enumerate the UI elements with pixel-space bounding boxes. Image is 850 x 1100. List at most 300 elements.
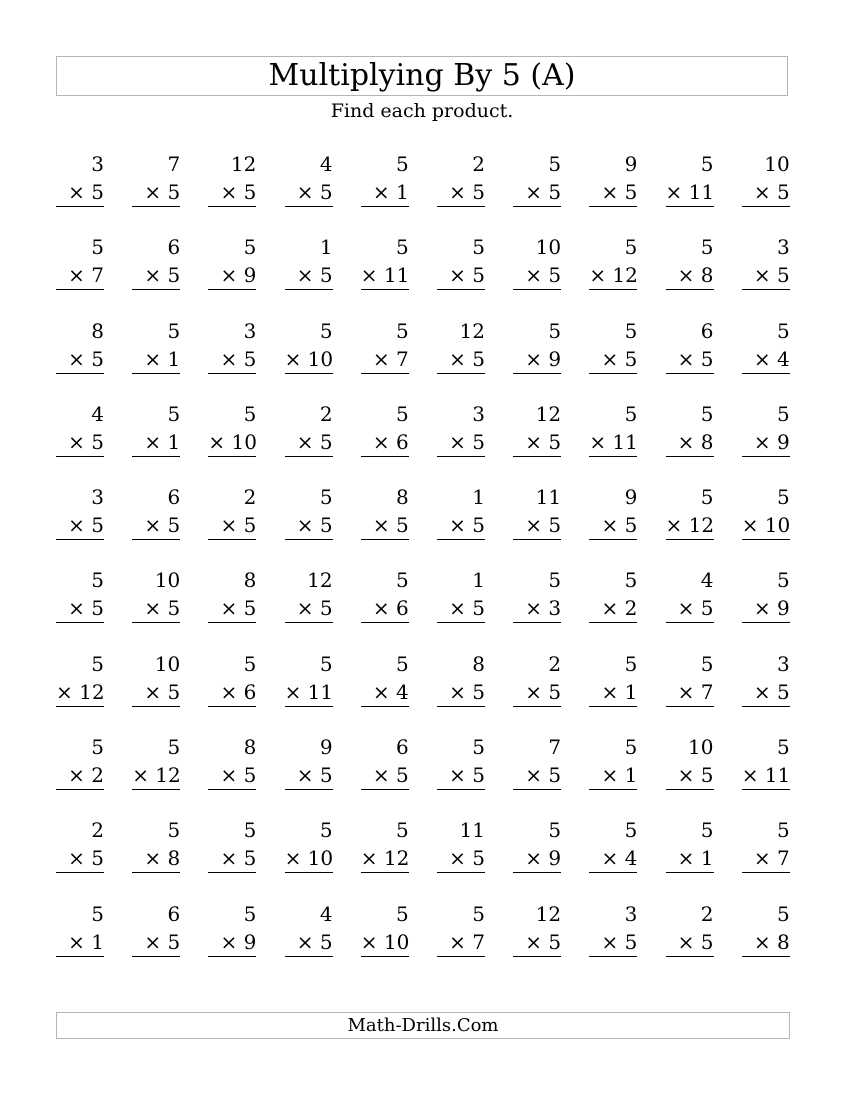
multiplier-line: × 10 — [285, 844, 333, 873]
multiplier-line: × 12 — [589, 261, 637, 290]
multiplier-line: × 12 — [132, 761, 180, 790]
multiplicand: 5 — [776, 901, 790, 926]
problem-item — [208, 150, 256, 233]
problem-item — [132, 483, 180, 566]
problem-item — [437, 233, 485, 316]
multiplicand: 3 — [472, 401, 485, 426]
multiplier-line: × 5 — [513, 261, 561, 290]
multiplier-line: × 5 — [208, 511, 256, 540]
multiplicand: 8 — [472, 651, 485, 676]
multiplicand: 5 — [396, 568, 409, 593]
multiplier-line: × 1 — [666, 844, 714, 873]
multiplier-line: × 10 — [742, 511, 790, 540]
multiplier-line: × 5 — [285, 428, 333, 457]
multiplier-line: × 11 — [285, 678, 333, 707]
multiplier-line: × 7 — [437, 928, 485, 957]
multiplier-line: × 8 — [742, 928, 790, 957]
multiplier-line: × 5 — [437, 844, 485, 873]
problem-item — [513, 233, 561, 316]
problem-item — [437, 400, 485, 483]
multiplier-line: × 1 — [589, 761, 637, 790]
multiplicand: 11 — [459, 818, 485, 843]
multiplicand: 3 — [624, 901, 638, 926]
multiplicand: 5 — [91, 568, 104, 593]
problem-item — [666, 233, 714, 316]
multiplicand: 9 — [624, 485, 638, 510]
multiplier-line: × 12 — [361, 844, 409, 873]
problem-item — [208, 650, 256, 733]
multiplicand: 10 — [535, 235, 562, 260]
multiplier-line: × 5 — [437, 761, 485, 790]
problem-item — [589, 400, 637, 483]
problem-item — [513, 566, 561, 649]
problem-item — [666, 400, 714, 483]
instructions: Find each product. — [330, 100, 514, 122]
multiplier-line: × 5 — [285, 178, 333, 207]
multiplicand: 5 — [319, 318, 333, 343]
problem-item — [285, 900, 333, 983]
multiplicand: 5 — [243, 235, 257, 260]
multiplier-line: × 7 — [742, 844, 790, 873]
multiplicand: 5 — [396, 235, 409, 260]
multiplier-line: × 5 — [56, 594, 104, 623]
multiplier-line: × 11 — [742, 761, 790, 790]
multiplicand: 6 — [396, 735, 409, 760]
problem-item — [56, 900, 104, 983]
multiplier-line: × 10 — [285, 345, 333, 374]
multiplier-line: × 2 — [589, 594, 637, 623]
multiplier-line: × 1 — [361, 178, 409, 207]
problem-item — [285, 150, 333, 233]
multiplicand: 12 — [535, 401, 562, 426]
problem-item — [742, 233, 790, 316]
problem-item — [666, 317, 714, 400]
problem-item — [56, 816, 104, 899]
multiplicand: 5 — [396, 152, 409, 176]
multiplicand: 8 — [91, 318, 104, 343]
multiplier-line: × 5 — [589, 511, 637, 540]
multiplicand: 1 — [472, 568, 485, 593]
multiplier-line: × 5 — [666, 594, 714, 623]
problem-item — [361, 816, 409, 899]
problem-item — [208, 566, 256, 649]
multiplicand: 10 — [154, 651, 181, 676]
multiplier-line: × 4 — [742, 345, 790, 374]
multiplicand: 5 — [167, 318, 181, 343]
multiplicand: 5 — [776, 818, 790, 843]
multiplier-line: × 5 — [666, 928, 714, 957]
multiplier-line: × 7 — [361, 345, 409, 374]
multiplier-line: × 5 — [56, 844, 104, 873]
problem-item — [437, 650, 485, 733]
problem-item — [208, 233, 256, 316]
multiplier-line: × 11 — [361, 261, 409, 290]
problem-item — [132, 317, 180, 400]
multiplier-line: × 5 — [208, 594, 256, 623]
problem-item — [56, 317, 104, 400]
multiplicand: 2 — [700, 901, 714, 926]
multiplicand: 8 — [243, 568, 257, 593]
multiplier-line: × 5 — [285, 511, 333, 540]
multiplicand: 5 — [319, 485, 333, 510]
multiplicand: 5 — [319, 651, 333, 676]
multiplicand: 5 — [624, 735, 638, 760]
multiplier-line: × 9 — [513, 345, 561, 374]
multiplier-line: × 5 — [589, 345, 637, 374]
multiplier-line: × 5 — [132, 928, 180, 957]
multiplicand: 5 — [548, 152, 562, 176]
multiplicand: 5 — [167, 401, 181, 426]
multiplier-line: × 9 — [742, 428, 790, 457]
multiplier-line: × 5 — [285, 928, 333, 957]
multiplier-line: × 5 — [742, 261, 790, 290]
problem-item — [208, 317, 256, 400]
title-box — [56, 56, 788, 96]
problem-item — [208, 400, 256, 483]
multiplicand: 5 — [776, 318, 790, 343]
problem-grid — [56, 150, 790, 983]
multiplicand: 10 — [154, 568, 181, 593]
multiplier-line: × 7 — [56, 261, 104, 290]
multiplicand: 2 — [472, 152, 485, 176]
multiplicand: 5 — [700, 401, 714, 426]
multiplicand: 5 — [396, 818, 409, 843]
multiplicand: 12 — [230, 152, 257, 176]
multiplier-line: × 12 — [56, 678, 104, 707]
problem-item — [742, 816, 790, 899]
problem-item — [666, 150, 714, 233]
multiplier-line: × 8 — [666, 428, 714, 457]
multiplicand: 7 — [548, 735, 562, 760]
multiplier-line: × 9 — [513, 844, 561, 873]
problem-item — [589, 317, 637, 400]
multiplicand: 5 — [472, 735, 485, 760]
problem-item — [361, 650, 409, 733]
problem-item — [361, 317, 409, 400]
multiplier-line: × 5 — [208, 761, 256, 790]
multiplicand: 5 — [472, 901, 485, 926]
multiplicand: 8 — [243, 735, 257, 760]
multiplier-line: × 5 — [285, 594, 333, 623]
multiplicand: 5 — [776, 485, 790, 510]
problem-item — [437, 816, 485, 899]
multiplicand: 1 — [472, 485, 485, 510]
multiplier-line: × 5 — [437, 594, 485, 623]
multiplicand: 5 — [776, 568, 790, 593]
problem-item — [132, 400, 180, 483]
problem-item — [437, 483, 485, 566]
problem-item — [56, 400, 104, 483]
multiplicand: 2 — [548, 651, 562, 676]
problem-item — [361, 233, 409, 316]
problem-item — [666, 900, 714, 983]
problem-item — [666, 650, 714, 733]
multiplier-line: × 5 — [285, 761, 333, 790]
problem-item — [742, 317, 790, 400]
problem-item — [285, 233, 333, 316]
multiplier-line: × 5 — [437, 678, 485, 707]
multiplicand: 5 — [548, 568, 562, 593]
multiplier-line: × 5 — [666, 345, 714, 374]
multiplier-line: × 7 — [666, 678, 714, 707]
multiplicand: 4 — [319, 152, 333, 176]
multiplier-line: × 5 — [361, 761, 409, 790]
multiplicand: 1 — [319, 235, 333, 260]
problem-item — [589, 483, 637, 566]
multiplier-line: × 1 — [56, 928, 104, 957]
problem-item — [132, 566, 180, 649]
problem-item — [742, 566, 790, 649]
multiplier-line: × 5 — [132, 594, 180, 623]
multiplicand: 5 — [91, 651, 104, 676]
multiplicand: 3 — [776, 235, 790, 260]
problem-item — [589, 150, 637, 233]
problem-item — [742, 650, 790, 733]
multiplier-line: × 5 — [513, 178, 561, 207]
multiplier-line: × 5 — [208, 844, 256, 873]
problem-item — [437, 900, 485, 983]
multiplicand: 5 — [243, 651, 257, 676]
multiplier-line: × 8 — [666, 261, 714, 290]
multiplicand: 12 — [535, 901, 562, 926]
multiplier-line: × 4 — [589, 844, 637, 873]
multiplicand: 2 — [91, 818, 104, 843]
multiplicand: 5 — [396, 401, 409, 426]
page-title: Multiplying By 5 (A) — [268, 58, 576, 93]
multiplicand: 6 — [167, 485, 181, 510]
problem-item — [361, 733, 409, 816]
multiplier-line: × 5 — [437, 511, 485, 540]
multiplier-line: × 6 — [361, 594, 409, 623]
multiplier-line: × 5 — [666, 761, 714, 790]
problem-item — [208, 900, 256, 983]
problem-item — [56, 650, 104, 733]
multiplier-line: × 3 — [513, 594, 561, 623]
multiplier-line: × 9 — [742, 594, 790, 623]
multiplier-line: × 5 — [513, 428, 561, 457]
problem-item — [513, 733, 561, 816]
multiplier-line: × 5 — [513, 928, 561, 957]
problem-item — [56, 483, 104, 566]
problem-item — [513, 650, 561, 733]
multiplicand: 12 — [307, 568, 333, 593]
multiplier-line: × 10 — [208, 428, 256, 457]
multiplicand: 5 — [167, 735, 181, 760]
multiplicand: 5 — [396, 901, 409, 926]
multiplicand: 5 — [700, 818, 714, 843]
multiplier-line: × 5 — [132, 511, 180, 540]
problem-item — [589, 816, 637, 899]
multiplicand: 5 — [472, 235, 485, 260]
multiplier-line: × 5 — [437, 345, 485, 374]
problem-item — [132, 900, 180, 983]
problem-item — [208, 816, 256, 899]
multiplicand: 5 — [396, 651, 409, 676]
multiplier-line: × 2 — [56, 761, 104, 790]
problem-item — [361, 400, 409, 483]
problem-item — [437, 566, 485, 649]
multiplicand: 5 — [700, 235, 714, 260]
problem-item — [56, 733, 104, 816]
multiplier-line: × 5 — [742, 178, 790, 207]
multiplicand: 8 — [396, 485, 409, 510]
multiplicand: 5 — [548, 818, 562, 843]
problem-item — [56, 233, 104, 316]
multiplier-line: × 5 — [132, 178, 180, 207]
problem-item — [285, 483, 333, 566]
multiplicand: 12 — [459, 318, 485, 343]
multiplier-line: × 5 — [56, 428, 104, 457]
problem-item — [513, 816, 561, 899]
multiplicand: 3 — [776, 651, 790, 676]
multiplicand: 5 — [776, 735, 790, 760]
multiplicand: 6 — [167, 235, 181, 260]
multiplicand: 2 — [243, 485, 257, 510]
problem-item — [361, 483, 409, 566]
problem-item — [513, 483, 561, 566]
problem-item — [132, 733, 180, 816]
problem-item — [437, 733, 485, 816]
multiplier-line: × 5 — [513, 678, 561, 707]
multiplicand: 5 — [624, 651, 638, 676]
problem-item — [666, 816, 714, 899]
multiplier-line: × 10 — [361, 928, 409, 957]
multiplier-line: × 5 — [437, 178, 485, 207]
multiplier-line: × 5 — [437, 261, 485, 290]
multiplier-line: × 5 — [742, 678, 790, 707]
problem-item — [742, 150, 790, 233]
multiplier-line: × 6 — [361, 428, 409, 457]
multiplier-line: × 4 — [361, 678, 409, 707]
problem-item — [285, 733, 333, 816]
problem-item — [361, 566, 409, 649]
multiplicand: 5 — [243, 901, 257, 926]
multiplicand: 4 — [700, 568, 714, 593]
problem-item — [361, 150, 409, 233]
problem-item — [742, 900, 790, 983]
multiplicand: 10 — [688, 735, 714, 760]
problem-item — [589, 733, 637, 816]
problem-item — [208, 733, 256, 816]
multiplicand: 5 — [91, 735, 104, 760]
footer-box — [56, 1012, 790, 1039]
multiplier-line: × 5 — [589, 928, 637, 957]
multiplier-line: × 9 — [208, 261, 256, 290]
multiplicand: 5 — [243, 401, 257, 426]
multiplicand: 5 — [548, 318, 562, 343]
problem-item — [285, 650, 333, 733]
problem-item — [132, 816, 180, 899]
problem-item — [56, 150, 104, 233]
multiplicand: 9 — [624, 152, 638, 176]
problem-item — [742, 733, 790, 816]
multiplier-line: × 5 — [437, 428, 485, 457]
multiplicand: 4 — [319, 901, 333, 926]
problem-item — [513, 900, 561, 983]
multiplicand: 9 — [319, 735, 333, 760]
multiplicand: 5 — [624, 568, 638, 593]
multiplicand: 5 — [319, 818, 333, 843]
multiplicand: 5 — [167, 818, 181, 843]
multiplier-line: × 6 — [208, 678, 256, 707]
multiplier-line: × 5 — [56, 345, 104, 374]
multiplicand: 3 — [91, 485, 104, 510]
multiplier-line: × 5 — [513, 761, 561, 790]
multiplier-line: × 5 — [56, 511, 104, 540]
problem-item — [589, 900, 637, 983]
multiplier-line: × 11 — [589, 428, 637, 457]
multiplier-line: × 5 — [589, 178, 637, 207]
problem-item — [666, 566, 714, 649]
multiplier-line: × 5 — [361, 511, 409, 540]
multiplier-line: × 5 — [132, 678, 180, 707]
problem-item — [513, 400, 561, 483]
problem-item — [132, 650, 180, 733]
multiplicand: 5 — [91, 235, 104, 260]
multiplier-line: × 5 — [208, 178, 256, 207]
problem-item — [742, 400, 790, 483]
problem-item — [285, 400, 333, 483]
multiplicand: 5 — [776, 401, 790, 426]
problem-item — [132, 233, 180, 316]
multiplier-line: × 5 — [208, 345, 256, 374]
multiplicand: 2 — [319, 401, 333, 426]
multiplier-line: × 9 — [208, 928, 256, 957]
problem-item — [208, 483, 256, 566]
multiplicand: 4 — [91, 401, 104, 426]
multiplier-line: × 5 — [513, 511, 561, 540]
problem-item — [437, 150, 485, 233]
problem-item — [56, 566, 104, 649]
multiplier-line: × 5 — [56, 178, 104, 207]
problem-item — [285, 816, 333, 899]
multiplicand: 7 — [167, 152, 181, 176]
multiplicand: 10 — [764, 152, 790, 176]
multiplicand: 5 — [396, 318, 409, 343]
problem-item — [589, 566, 637, 649]
footer-credit: Math-Drills.Com — [347, 1015, 499, 1036]
multiplicand: 11 — [535, 485, 562, 510]
multiplier-line: × 5 — [132, 261, 180, 290]
problem-item — [589, 650, 637, 733]
multiplicand: 5 — [624, 401, 638, 426]
problem-item — [132, 150, 180, 233]
multiplier-line: × 1 — [132, 428, 180, 457]
multiplicand: 5 — [700, 152, 714, 176]
multiplicand: 5 — [700, 485, 714, 510]
multiplier-line: × 5 — [285, 261, 333, 290]
multiplicand: 3 — [243, 318, 257, 343]
problem-item — [742, 483, 790, 566]
problem-item — [437, 317, 485, 400]
problem-item — [285, 317, 333, 400]
multiplicand: 5 — [624, 235, 638, 260]
multiplicand: 5 — [243, 818, 257, 843]
problem-item — [589, 233, 637, 316]
problem-item — [513, 317, 561, 400]
problem-item — [285, 566, 333, 649]
problem-item — [666, 483, 714, 566]
multiplicand: 3 — [91, 152, 104, 176]
multiplier-line: × 1 — [589, 678, 637, 707]
problem-item — [361, 900, 409, 983]
multiplicand: 5 — [624, 818, 638, 843]
multiplicand: 5 — [624, 318, 638, 343]
problem-item — [513, 150, 561, 233]
multiplier-line: × 1 — [132, 345, 180, 374]
problem-item — [666, 733, 714, 816]
multiplicand: 5 — [700, 651, 714, 676]
